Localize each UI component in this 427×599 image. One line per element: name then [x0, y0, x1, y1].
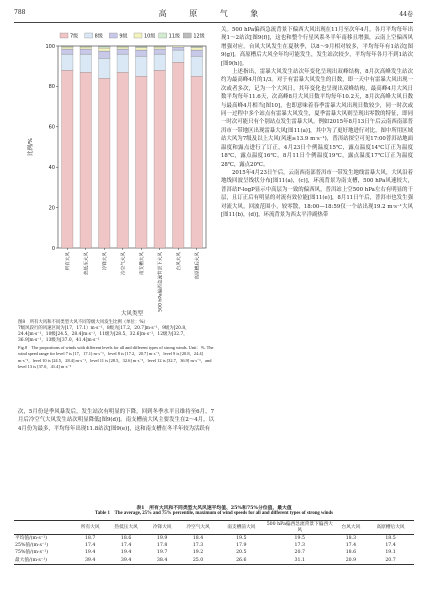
table-cell: 19.5 — [294, 535, 305, 541]
bar-segment — [80, 72, 91, 248]
table-header-cell: 台风大风 — [335, 521, 367, 535]
legend-label: 11级 — [168, 33, 181, 40]
table-cell: 18.5 — [385, 535, 396, 541]
y-axis-label: 比例/% — [28, 137, 34, 157]
table-cell: 17.3 — [192, 543, 204, 549]
bar-segment — [173, 47, 184, 50]
bar-segment — [154, 70, 165, 248]
x-axis-label: 大风类型 — [120, 311, 144, 317]
bar-segment — [117, 54, 128, 72]
y-tick-label: 60 — [48, 124, 55, 131]
x-tick-label: 所有大风 — [65, 252, 71, 271]
table-row — [14, 557, 414, 565]
table-cell: 19.1 — [385, 550, 396, 556]
legend-swatch — [183, 33, 191, 38]
table-cell: 20.9 — [335, 557, 367, 565]
legend-swatch — [159, 33, 167, 38]
table-cell: 20.7 — [294, 550, 305, 556]
legend-label: 12级 — [193, 33, 205, 40]
bar-segment — [136, 47, 147, 48]
bar-segment — [191, 50, 202, 56]
x-tick-label: 500 hPa偏西急流背景下大风 — [158, 252, 164, 312]
table-cell: 17.4 — [345, 543, 357, 549]
table-cell: 20.7 — [367, 557, 414, 565]
left-column-text — [18, 408, 214, 433]
legend-swatch — [85, 33, 93, 38]
legend-label: 7级 — [70, 33, 79, 40]
y-tick-label: 0 — [51, 245, 55, 252]
bar-segment — [62, 70, 73, 248]
table-header-cell: 冷锋大风 — [146, 521, 178, 535]
bar-segment — [80, 49, 91, 54]
table-cell: 20.5 — [236, 550, 247, 556]
y-tick-label: 80 — [48, 84, 55, 91]
table-cell: 17.4 — [120, 543, 132, 549]
table-cell: 17.4 — [84, 543, 96, 549]
bar-segment — [99, 51, 110, 58]
y-tick-label: 40 — [48, 165, 55, 171]
table-cell: 17.9 — [236, 543, 247, 549]
legend-label: 10级 — [144, 33, 156, 40]
table-cell: 39.4 — [106, 557, 146, 565]
right-paragraph: 2015年4月23日午后，云南西南部普洱市一带发生地线雷暴大风，大风沿着地线回波呈线状分布[图11(a)，(c)]，环流背景为南支槽，500 hPa风速较大，普洱站F-logP显示中高层为一致的偏西风，普洱站上空500 hPa左右有明显的干层，且订正后有明显的对流有效位能[图11(e)]，8月11日午后，普洱市也发生强对流大风，回波范围小，较零散，18:00—18:59仅一个站出现19.2 m·s⁻¹大风[图11(b)，(d)]，环流背景为西太平洋副热带 — [221, 169, 413, 218]
table-caption — [14, 505, 414, 518]
bar-segment — [191, 56, 202, 76]
caption-en: Fig.8 The proportions of winds with different levels for all and different types of strong winds. Unit：%. The wind speed range for level 7 is [17，17.1) m·s⁻¹，level 8 is [17.2，20.7] m·s⁻¹，level 9 is [20.8，24.4] m·s⁻¹，level 10 is [24.5，28.4] m·s⁻¹，level 11 is [28.5，32.6] m·s⁻¹，level 12 is [32.7，36.9] m·s⁻¹，and level 13 is [37.0，41.4] m·s⁻¹ — [18, 345, 214, 369]
bar-segment — [173, 50, 184, 62]
stacked-bar-chart — [18, 26, 213, 318]
table-row-label: 最大值/(m·s⁻¹) — [14, 557, 74, 565]
journal-title: 高 原 气 象 — [158, 9, 269, 18]
table-caption-cn: 表1 所有大风和不同类型大风风速平均值、25%和75%分位值、最大值 — [136, 505, 292, 511]
table-cell: 18.3 — [345, 535, 357, 541]
table-header-cell: 高原槽后大风 — [367, 521, 414, 535]
bar-segment — [136, 48, 147, 50]
data-table — [14, 520, 414, 565]
table-row-label: 75%值/(m·s⁻¹) — [15, 550, 49, 556]
bar-segment — [173, 46, 184, 47]
caption-cn-note: 7级风段行的风速区间为[17，17.1）m·s⁻¹，8级为[17.2，20.7]m·s⁻¹，9级为[20.8，24.4]m·s⁻¹，10级[24.5，28.4]m·s⁻¹，11级为[28.5，32.6]m·s⁻¹，12级为[32.7，36.9]m·s⁻¹，13级为[37.0，41.4]m·s⁻¹ — [18, 326, 190, 344]
legend-label: 9级 — [119, 33, 128, 40]
page-number: 788 — [14, 9, 26, 16]
table-row — [14, 535, 414, 543]
table-header-cell: 冷空气大风 — [178, 521, 218, 535]
table-header-cell: 500 hPa偏西急流背景下偏西大风 — [265, 521, 335, 535]
x-tick-label: 热低压大风 — [84, 252, 90, 275]
bar-segment — [191, 76, 202, 248]
page-header — [14, 9, 413, 21]
bar-segment — [136, 46, 147, 47]
y-tick-label: 100 — [45, 43, 55, 50]
figure-caption — [18, 320, 214, 370]
table-cell: 18.6 — [345, 550, 357, 556]
table-caption-en: Table 1 The average, 25% and 75% percentile, maximum of wind speeds for all and different types of strong winds — [95, 511, 333, 517]
bar-segment — [191, 48, 202, 50]
table-cell: 19.9 — [156, 535, 168, 541]
header-rule — [14, 22, 413, 23]
legend-label: 8级 — [94, 33, 103, 40]
table-cell: 19.5 — [236, 535, 247, 541]
table-header-cell — [14, 521, 74, 535]
bar-segment — [99, 47, 110, 48]
table-row-label: 25%值/(m·s⁻¹) — [15, 543, 49, 549]
table-row-label: 平均值/(m·s⁻¹) — [15, 535, 47, 541]
table-cell: 19.2 — [192, 550, 204, 556]
bar-segment — [99, 48, 110, 51]
table-cell: 18.4 — [192, 535, 204, 541]
x-tick-label: 冷空气大风 — [121, 252, 127, 275]
bar-segment — [191, 46, 202, 47]
table-row — [14, 543, 414, 550]
bar-segment — [173, 62, 184, 248]
bar-segment — [80, 47, 91, 49]
bar-segment — [154, 49, 165, 54]
bar-segment — [136, 76, 147, 248]
right-paragraph: 关。500 hPa偏西急流背景下偏西大风出现在11月至次年4月，各月平均每年出现1～2站次[图9(f)]，这也和整个行星风系冬半年南移且增强，云南上空偏西风增强对应。台风大风发生在夏秋季，以8～9月相对较多，平均每年有1站次[图9(g)]。高原槽后大风全年均可能发生，发生站次较少，平均每年各月不到1站次[图9(h)]。 — [221, 27, 413, 67]
right-paragraph: 上述指出，雷暴大风发生站次年变化呈现出双峰结构，8月次高峰发生站次约为最高峰4月的1/3。对于有雷暴大风发生的日数，即一天中有雷暴大风出现一次或者多次，记为一个大风日，其年变化也呈现出双峰结构，最高峰4月大风日数平均每年11.6天，次高峰8月大风日数平均每年10.2天，8月次高峰大风日数与最高峰4月相当[图10]，也即意味着春季雷暴大风出现日数较少，同一时次或同一过程中多个站点有雷暴大风发生，夏季雷暴大风则呈现出零散的特征，即同一时次可能只有个别站点发生雷暴大风。例如2015年8月13日午后云南西南部普洱市一带地区出现雷暴大风[图11(a)]，其中为了更好地进行对比，图中所用区域站大风为7级及以上大风(风速≥13.9 m·s⁻¹)，普洱站探空可见17:00普洱站地面温度和露点进行了订正，4月23日个例温度15℃，露点温度14℃订正为温度18℃，露点温度16℃，8月11日个例温度19℃，露点温度17℃订正为温度28℃，露点20℃。 — [221, 69, 413, 168]
legend-swatch — [60, 33, 68, 38]
legend-swatch — [109, 33, 117, 38]
bar-segment — [99, 78, 110, 248]
table-header-cell: 南支槽前大风 — [218, 521, 265, 535]
table-header-cell: 热低压大风 — [106, 521, 146, 535]
table-cell: 17.3 — [294, 543, 305, 549]
y-tick-label: 20 — [48, 205, 55, 212]
table-cell: 18.6 — [120, 535, 132, 541]
table-cell: 17.4 — [385, 543, 396, 549]
table-cell: 31.1 — [265, 557, 335, 565]
bar-segment — [99, 46, 110, 47]
volume-label: 44卷 — [399, 11, 413, 18]
table-cell: 17.8 — [156, 543, 168, 549]
left-paragraph: 次，5月份是季风暴发后，发生站次有明显的下降，回到冬季水平且维持至6月，7月后冷空气大风发生站次明显降低[图9(d)]。南支槽前大风主要发生在2～4月，以4月份为最多，平均每年出现11.8站次[图9(e)]，这和南支槽在冬半年较为活跃有 — [18, 409, 214, 432]
x-tick-label: 南支槽大风 — [139, 252, 145, 275]
right-column-text — [221, 26, 413, 219]
bar-segment — [62, 49, 73, 54]
bar-segment — [136, 50, 147, 56]
bar-segment — [191, 47, 202, 48]
table-header-cell: 所有大风 — [74, 521, 106, 535]
bar-segment — [154, 47, 165, 49]
table-cell: 25.0 — [178, 557, 218, 565]
table-cell: 39.4 — [74, 557, 106, 565]
x-tick-label: 台风大风 — [176, 252, 182, 271]
bar-segment — [136, 56, 147, 76]
legend-swatch — [134, 33, 142, 38]
table-cell: 19.7 — [156, 550, 168, 556]
bar-segment — [62, 47, 73, 49]
bar-segment — [117, 47, 128, 49]
table-row — [14, 550, 414, 557]
x-tick-label: 冷锋大风 — [102, 252, 108, 271]
table-cell: 19.4 — [84, 550, 96, 556]
table-cell: 26.6 — [218, 557, 265, 565]
table-header-row — [14, 521, 414, 535]
figure-8 — [18, 26, 213, 318]
bar-segment — [154, 54, 165, 70]
bar-segment — [80, 54, 91, 72]
caption-cn: 图8 所有大风和不同类型大风不同等级大风发生比例（单位：%） — [18, 320, 148, 325]
table-cell: 38.4 — [146, 557, 178, 565]
table-cell: 19.4 — [120, 550, 132, 556]
bar-segment — [117, 72, 128, 248]
table-cell: 18.7 — [84, 535, 96, 541]
bar-segment — [62, 54, 73, 70]
bar-segment — [117, 49, 128, 54]
x-tick-label: 高原槽后大风 — [195, 252, 201, 280]
bar-segment — [99, 58, 110, 78]
